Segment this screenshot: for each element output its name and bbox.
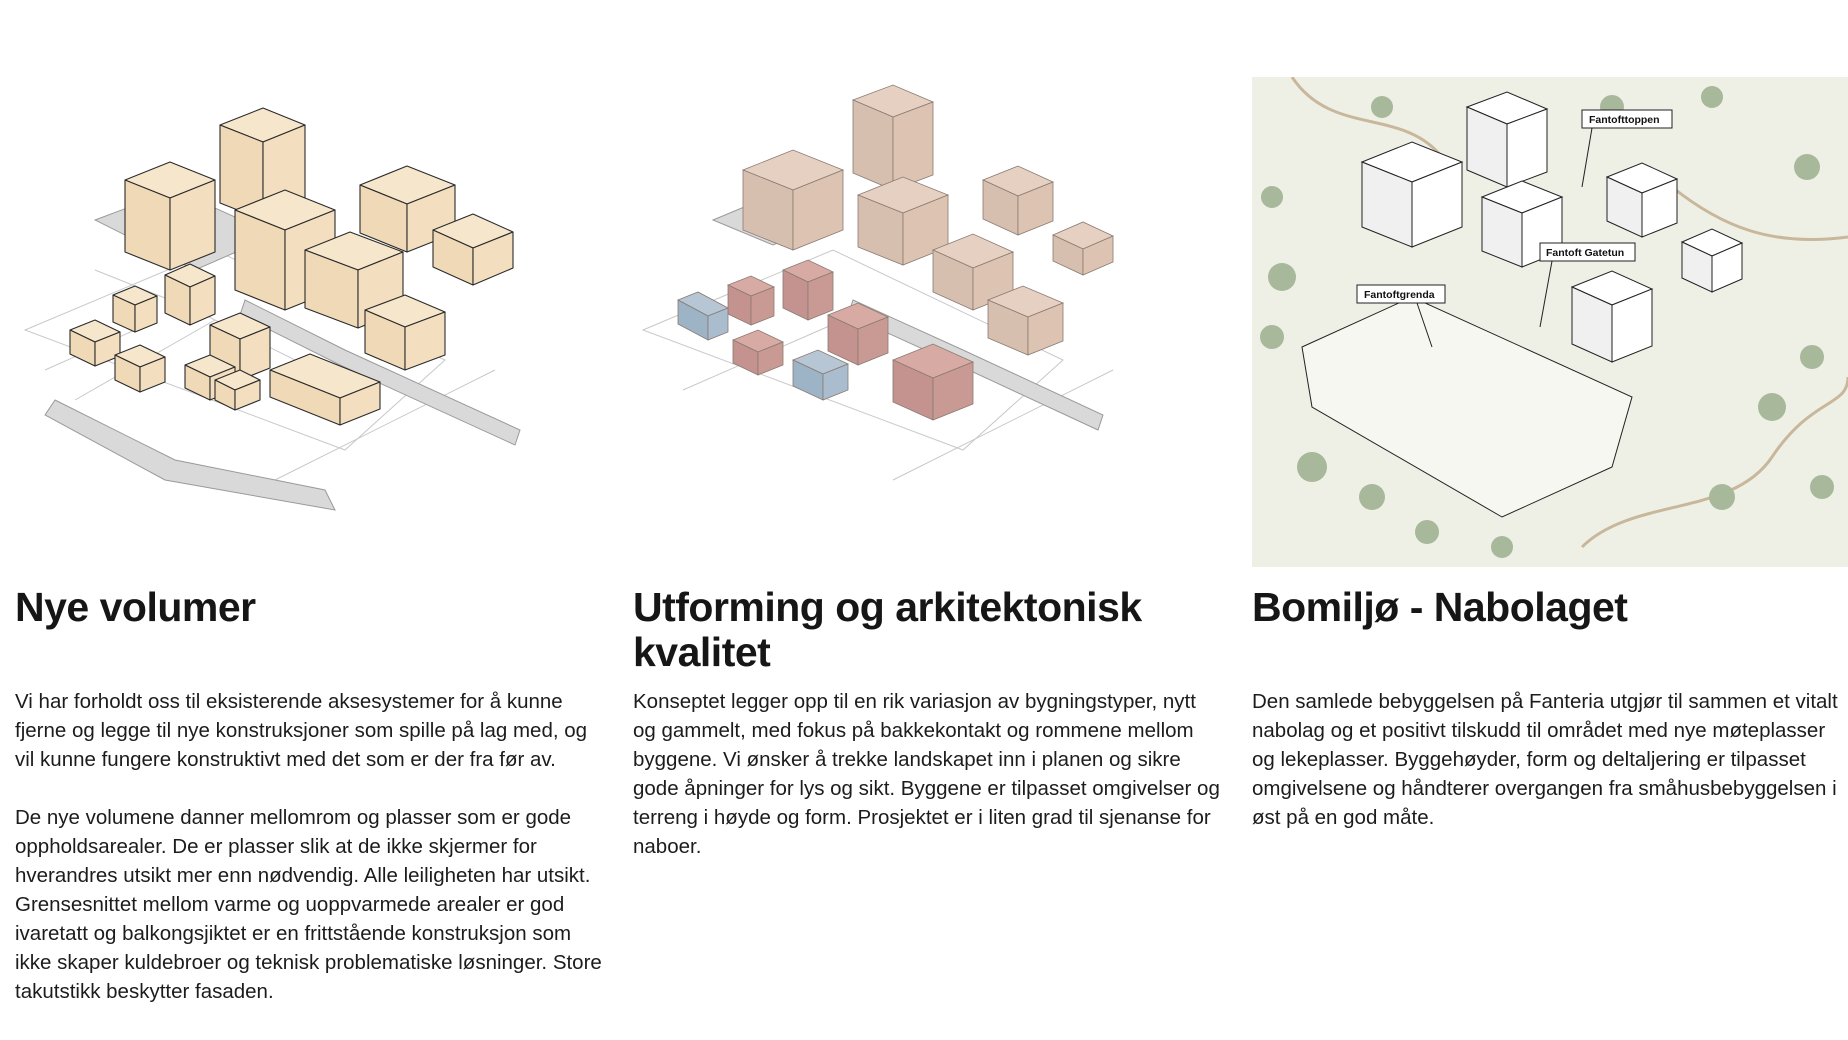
paragraph: Konseptet legger opp til en rik variasjon av bygningstyper, nytt og gammelt, med fokus på bakkekontakt og rommene mellom byggene. Vi ønsker å trekke landskapet inn i planen og sikre gode åpninger for lys og sikt. Byggene er tilpasset omgivelser og terreng i høyde og form. Prosjektet er i liten grad til sjenanse for naboer.: [633, 690, 1220, 858]
title-utforming: Utforming og arkitektonisk kvalitet: [633, 584, 1142, 675]
label-fantoftgrenda-text: Fantoftgrenda: [1364, 289, 1435, 301]
title-nye-volumer: Nye volumer: [15, 584, 256, 630]
volume-block: [125, 162, 215, 270]
massing-volumes-axonometric: [15, 70, 605, 565]
body-utforming: [633, 687, 1223, 890]
label-fantofttoppen-text: Fantofttoppen: [1589, 114, 1660, 126]
architecture-drawing: [633, 70, 1223, 565]
paragraph: Vi har forholdt oss til eksisterende aksesystemer for å kunne fjerne og legge til nye konstruksjoner som spille på lag med, og vil kunne fungere konstruktivt med det som er der fra før av.: [15, 690, 588, 771]
body-nye-volumer: [15, 687, 605, 1035]
body-bomiljo: [1252, 687, 1848, 861]
architecture-axonometric: [633, 70, 1223, 565]
massing-volumes-drawing: [15, 70, 605, 565]
title-bomiljo: Bomiljø - Nabolaget: [1252, 584, 1628, 630]
paragraph: Den samlede bebyggelsen på Fanteria utgjør til sammen et vitalt nabolag og et positivt tilskudd til området med nye møteplasser og lekeplasser. Byggehøyder, form og deltaljering er tilpasset omgivelsene og håndterer overgangen fra småhusbebyggelsen i øst på en god måte.: [1252, 690, 1838, 829]
neighbourhood-axonometric: [1252, 77, 1848, 567]
paragraph: De nye volumene danner mellomrom og plasser som er gode oppholdsarealer. De er plasser slik at de ikke skjermer for hverandres utsikt mer enn nødvendig. Alle leiligheten har utsikt. Grensesnittet mellom varme og uoppvarmede arealer er god ivaretatt og balkongsjiktet er en frittstående konstruksjon som ikke skaper kuldebroer og teknisk problematiske løsninger. Store takutstikk beskytter fasaden.: [15, 806, 602, 1003]
label-fantoft-gatetun-text: Fantoft Gatetun: [1546, 247, 1625, 259]
neighbourhood-map: [1252, 77, 1848, 567]
